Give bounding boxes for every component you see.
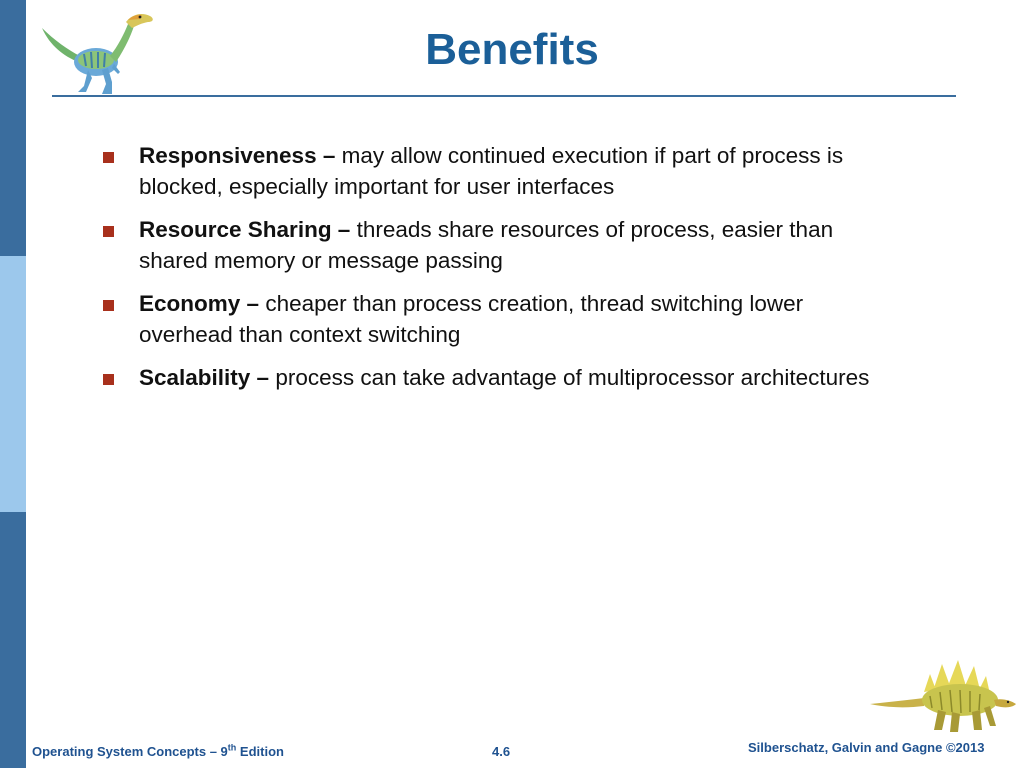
- square-bullet-icon: [103, 374, 114, 385]
- bullet-item-responsiveness: [100, 140, 900, 202]
- bullet-term: Economy –: [139, 291, 260, 316]
- footer-page-number: 4.6: [492, 744, 511, 759]
- bullet-text: may allow continued execution if part of process is blocked, especially important for user interfaces: [139, 143, 844, 199]
- left-stripe-middle: [0, 256, 26, 512]
- bullet-text: cheaper than process creation, thread switching lower overhead than context switching: [139, 291, 804, 347]
- stegosaurus-illustration-icon: [868, 656, 1018, 736]
- title-divider: [52, 95, 956, 97]
- bullet-term: Scalability –: [139, 365, 270, 390]
- footer-book-suffix: Edition: [239, 744, 284, 759]
- slide-title: Benefits: [425, 25, 599, 74]
- square-bullet-icon: [103, 152, 114, 163]
- bullet-term: Responsiveness –: [139, 143, 336, 168]
- bullet-text: process can take advantage of multiprocessor architectures: [275, 365, 870, 390]
- bullet-text: threads share resources of process, easier than shared memory or message passing: [139, 217, 834, 273]
- bullet-list: [100, 140, 900, 405]
- footer-copyright: Silberschatz, Galvin and Gagne ©2013: [748, 740, 985, 755]
- footer-book-superscript: th: [227, 742, 237, 753]
- square-bullet-icon: [103, 300, 114, 311]
- bullet-item-economy: [100, 288, 900, 350]
- footer-book-prefix: Operating System Concepts – 9: [32, 744, 228, 759]
- bullet-item-resource-sharing: [100, 214, 900, 276]
- footer-book-title: [32, 744, 284, 760]
- bullet-item-scalability: [100, 362, 900, 393]
- left-stripe-bottom: [0, 512, 26, 768]
- bullet-term: Resource Sharing –: [139, 217, 351, 242]
- square-bullet-icon: [103, 226, 114, 237]
